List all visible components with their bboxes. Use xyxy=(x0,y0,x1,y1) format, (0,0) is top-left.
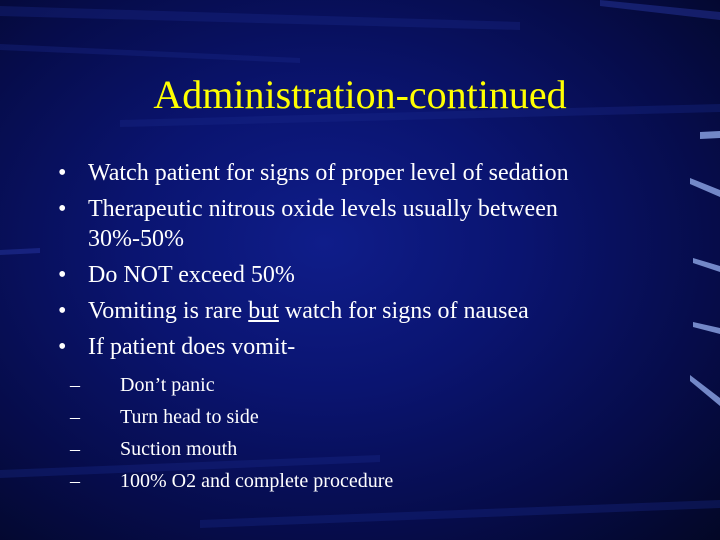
bullet-text: Therapeutic nitrous oxide levels usually between xyxy=(88,196,558,222)
sub-bullet-item xyxy=(70,372,630,398)
bullet-item xyxy=(58,332,678,362)
slide-title: Administration-continued xyxy=(153,72,567,117)
bullet-list xyxy=(58,158,678,368)
bullet-item xyxy=(58,158,678,188)
underlined-word: but xyxy=(248,298,279,324)
sub-bullet-marker: – xyxy=(70,438,80,460)
bullet-text: Watch patient for signs of proper level of sedation xyxy=(88,160,569,186)
bullet-text: If patient does vomit- xyxy=(88,334,296,360)
sub-bullet-text: Don’t panic xyxy=(120,374,215,396)
bullet-item xyxy=(58,194,678,254)
sub-bullet-item xyxy=(70,404,630,430)
sub-bullet-text: Turn head to side xyxy=(120,406,259,428)
bullet-marker: • xyxy=(58,298,67,324)
bullet-marker: • xyxy=(58,262,67,288)
bullet-item xyxy=(58,260,678,290)
sub-bullet-item xyxy=(70,436,630,462)
sub-bullet-marker: – xyxy=(70,470,80,492)
bullet-marker: • xyxy=(58,196,67,222)
sub-bullet-marker: – xyxy=(70,374,80,396)
bullet-marker: • xyxy=(58,334,67,360)
bullet-text: Do NOT exceed 50% xyxy=(88,262,295,288)
bullet-marker: • xyxy=(58,160,67,186)
bullet-text-start: Vomiting is rare xyxy=(88,298,249,324)
sub-bullet-list xyxy=(70,372,630,500)
bullet-text-end: watch for signs of nausea xyxy=(278,298,529,324)
sub-bullet-text: Suction mouth xyxy=(120,438,238,460)
sub-bullet-item xyxy=(70,468,630,494)
bullet-text-continuation: 30%-50% xyxy=(88,226,184,252)
sub-bullet-marker: – xyxy=(70,406,80,428)
sub-bullet-text: 100% O2 and complete procedure xyxy=(120,470,394,492)
bullet-item xyxy=(58,296,678,326)
